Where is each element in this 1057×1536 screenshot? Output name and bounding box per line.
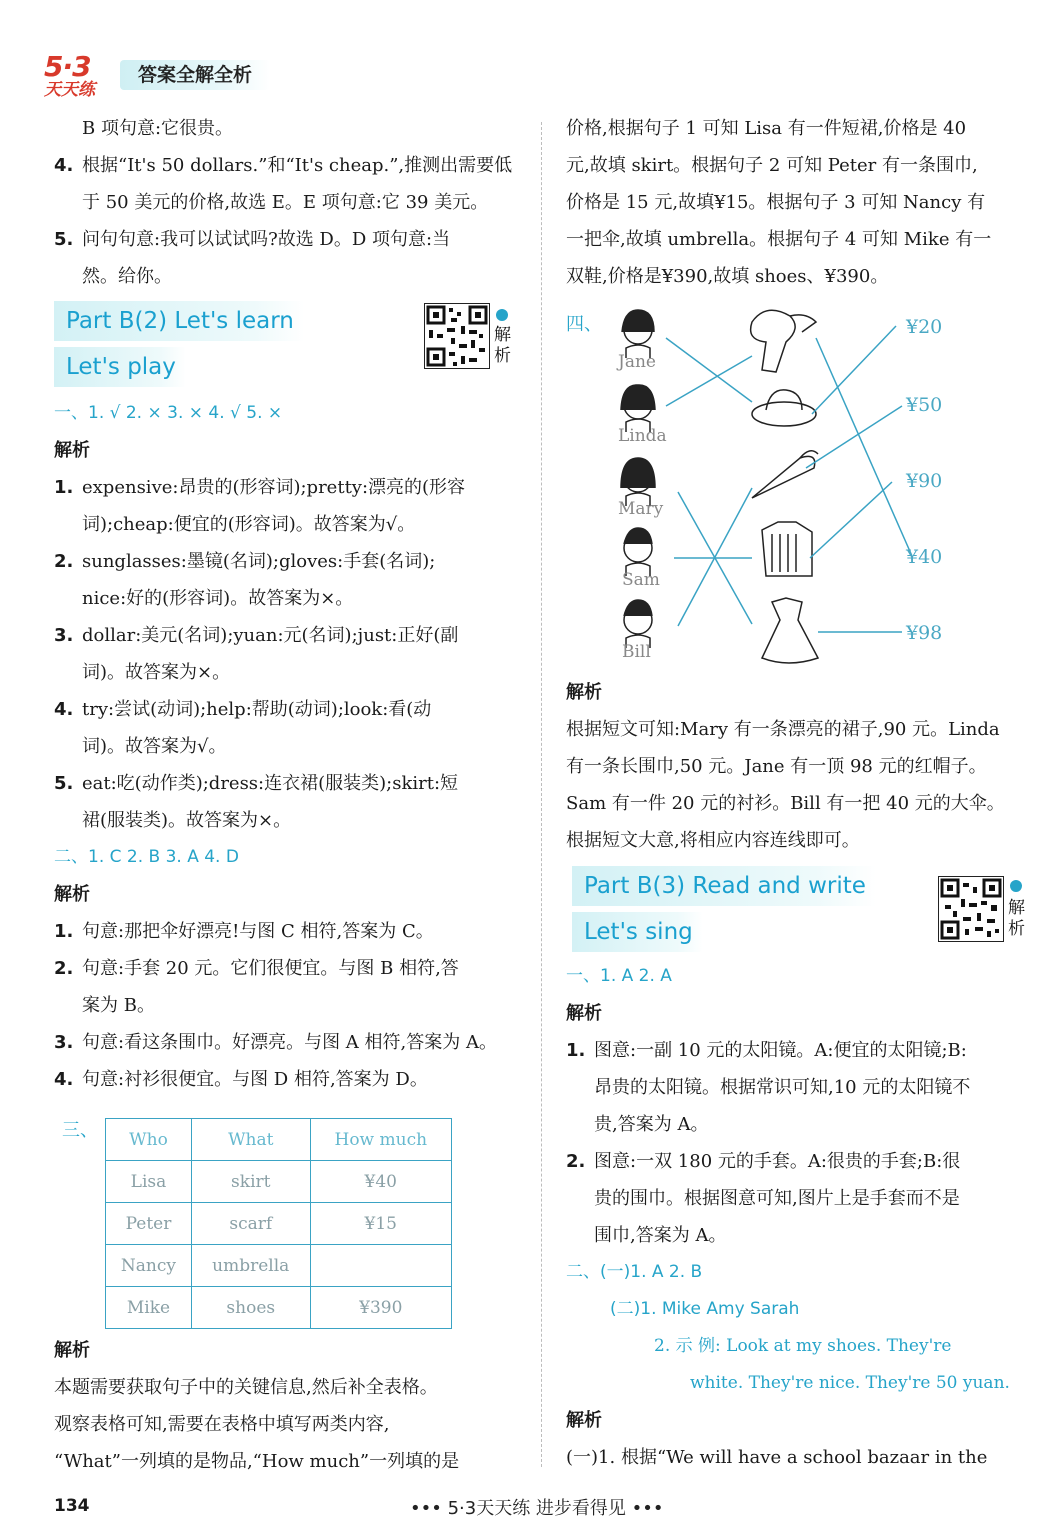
jiexi-heading: 解析 — [54, 884, 90, 905]
item-number: 1. — [54, 921, 74, 942]
kid-sam-icon — [624, 528, 652, 576]
left-column — [54, 110, 520, 1098]
kid-bill-icon — [624, 600, 652, 648]
table-row — [106, 1287, 452, 1329]
logo-main-text: 5·3 — [44, 50, 91, 83]
jiexi-heading: 解析 — [54, 440, 90, 461]
item-text: dollar:美元(名词);yuan:元(名词);just:正好(副 — [82, 625, 459, 646]
left-top-lines — [54, 110, 520, 295]
page-number: 134 — [54, 1496, 90, 1516]
item-number: 2. — [54, 551, 74, 572]
item-number: 2. — [54, 958, 74, 979]
kid-linda-icon — [621, 385, 655, 432]
table-cell: What — [191, 1119, 310, 1161]
r-section2-sub: (二)1. Mike Amy Sarah — [610, 1299, 800, 1319]
price-label: ¥98 — [906, 622, 943, 644]
text-line — [54, 1061, 520, 1098]
hat-icon — [752, 390, 816, 426]
answer-table — [105, 1118, 452, 1329]
text-line — [566, 1143, 1036, 1180]
scarf-icon — [751, 310, 816, 372]
text-line: “What”一列填的是物品,“How much”一列填的是 — [54, 1451, 460, 1472]
table-cell: scarf — [191, 1203, 310, 1245]
column-divider — [541, 122, 542, 1467]
shirt-icon — [762, 522, 812, 576]
r-section2-example-2: white. They're nice. They're 50 yuan. — [690, 1373, 1010, 1393]
item-text: try:尝试(动词);help:帮助(动词);look:看(动 — [82, 699, 432, 720]
table-cell: Mike — [106, 1287, 192, 1329]
table-cell: shoes — [191, 1287, 310, 1329]
text-line — [54, 258, 520, 295]
item-text: nice:好的(形容词)。故答案为×。 — [82, 588, 354, 609]
price-label: ¥90 — [906, 470, 943, 492]
jiexi-heading: 解析 — [566, 1003, 602, 1024]
r-section1-explanations — [566, 1032, 1036, 1254]
item-text: 问句句意:我可以试试吗?故选 D。D 项句意:当 — [82, 229, 451, 250]
jiexi-heading: 解析 — [54, 1340, 90, 1361]
item-text: 图意:一副 10 元的太阳镜。A:便宜的太阳镜;B: — [594, 1040, 967, 1061]
item-text: 围巾,答案为 A。 — [594, 1225, 727, 1246]
table-cell: Nancy — [106, 1245, 192, 1287]
kid-name-label: Jane — [618, 352, 656, 372]
item-text: expensive:昂贵的(形容词);pretty:漂亮的(形容 — [82, 477, 466, 498]
item-text: 句意:看这条围巾。好漂亮。与图 A 相符,答案为 A。 — [82, 1032, 497, 1053]
price-label: ¥50 — [906, 394, 943, 416]
item-number: 1. — [566, 1040, 586, 1061]
table-row — [106, 1161, 452, 1203]
part-b3-subtitle: Let's sing — [572, 912, 703, 952]
r-last-line: (一)1. 根据“We will have a school bazaar in the — [566, 1447, 988, 1468]
jiexi-heading: 解析 — [566, 1410, 602, 1431]
text-line — [54, 728, 520, 765]
table-cell: Peter — [106, 1203, 192, 1245]
text-line — [54, 654, 520, 691]
section4-label: 四、 — [566, 314, 602, 335]
text-line — [566, 1106, 1036, 1143]
text-line — [54, 469, 520, 506]
text-line: 元,故填 skirt。根据句子 2 可知 Peter 有一条围巾, — [566, 155, 978, 176]
qr-label: 解析 — [494, 325, 511, 366]
item-text: 贵,答案为 A。 — [594, 1114, 709, 1135]
item-text: 昂贵的太阳镜。根据常识可知,10 元的太阳镜不 — [594, 1077, 971, 1098]
table-header-row — [106, 1119, 452, 1161]
part-b3-content — [566, 958, 1036, 1476]
item-number: 4. — [54, 699, 74, 720]
text-line — [54, 184, 520, 221]
text-line: 根据短文大意,将相应内容连线即可。 — [566, 830, 860, 851]
text-line — [566, 1217, 1036, 1254]
text-line — [566, 1180, 1036, 1217]
item-text: 贵的围巾。根据图意可知,图片上是手套而不是 — [594, 1188, 960, 1209]
text-line — [54, 221, 520, 258]
text-line — [54, 950, 520, 987]
matching-figure — [566, 302, 1036, 672]
text-line: 双鞋,价格是¥390,故填 shoes、¥390。 — [566, 266, 889, 287]
jiexi-heading: 解析 — [566, 682, 602, 703]
item-text: 图意:一双 180 元的手套。A:很贵的手套;B:很 — [594, 1151, 961, 1172]
item-text: 句意:手套 20 元。它们很便宜。与图 B 相符,答 — [82, 958, 459, 979]
section3-label: 三、 — [62, 1120, 98, 1141]
text-line — [54, 1024, 520, 1061]
text-line: 价格,根据句子 1 可知 Lisa 有一件短裙,价格是 40 — [566, 118, 967, 139]
section4-explanations — [566, 711, 1036, 859]
r-section2-example-1: 2. 示 例: Look at my shoes. They're — [654, 1336, 952, 1356]
item-text: 根据“It's 50 dollars.”和“It's cheap.”,推测出需要低 — [82, 155, 513, 176]
item-text: 词)。故答案为√。 — [82, 736, 227, 757]
item-number: 4. — [54, 155, 74, 176]
item-text: 词);cheap:便宜的(形容词)。故答案为√。 — [82, 514, 416, 535]
item-number: 4. — [54, 1069, 74, 1090]
part-b2-heading — [54, 301, 520, 393]
qr-code-icon[interactable] — [424, 303, 490, 369]
part-b2-title: Part B(2) Let's learn — [54, 301, 304, 341]
item-text: 于 50 美元的价格,故选 E。E 项句意:它 39 美元。 — [82, 192, 489, 213]
table-row — [106, 1203, 452, 1245]
right-column — [566, 110, 1034, 295]
section2-answers: 二、1. C 2. B 3. A 4. D — [54, 847, 239, 867]
text-line — [54, 580, 520, 617]
table-row — [106, 1245, 452, 1287]
table-cell: skirt — [191, 1161, 310, 1203]
text-line — [54, 506, 520, 543]
text-line — [54, 617, 520, 654]
text-line — [54, 110, 520, 147]
section3-jiexi — [54, 1332, 520, 1480]
qr-code-icon[interactable] — [938, 876, 1004, 942]
text-line — [54, 765, 520, 802]
text-line — [54, 913, 520, 950]
table-cell: umbrella — [191, 1245, 310, 1287]
text-line — [54, 691, 520, 728]
section3-explanations — [54, 1369, 520, 1480]
item-text: 句意:衬衫很便宜。与图 D 相符,答案为 D。 — [82, 1069, 428, 1090]
text-line: 一把伞,故填 umbrella。根据句子 4 可知 Mike 有一 — [566, 229, 992, 250]
item-number: 1. — [54, 477, 74, 498]
text-line — [54, 147, 520, 184]
item-text: eat:吃(动作类);dress:连衣裙(服装类);skirt:短 — [82, 773, 459, 794]
r-section1-answers: 一、1. A 2. A — [566, 966, 672, 986]
item-text: 裙(服装类)。故答案为×。 — [82, 810, 292, 831]
text-line: 有一条长围巾,50 元。Jane 有一顶 98 元的红帽子。 — [566, 756, 987, 777]
play-icon[interactable] — [1010, 880, 1022, 892]
kid-jane-icon — [622, 310, 654, 358]
text-line: 价格是 15 元,故填¥15。根据句子 3 可知 Nancy 有 — [566, 192, 986, 213]
qr-label: 解析 — [1008, 898, 1025, 939]
table-cell: Lisa — [106, 1161, 192, 1203]
logo-sub-text: 天天练 — [44, 80, 95, 100]
section1-answers: 一、1. √ 2. × 3. × 4. √ 5. × — [54, 403, 283, 423]
item-text: sunglasses:墨镜(名词);gloves:手套(名词); — [82, 551, 436, 572]
kid-name-label: Linda — [618, 426, 667, 446]
section2-explanations — [54, 913, 520, 1098]
text-line — [54, 802, 520, 839]
item-text: B 项句意:它很贵。 — [82, 118, 234, 139]
table-cell: ¥15 — [310, 1203, 451, 1245]
kid-name-label: Mary — [618, 499, 664, 519]
price-label: ¥40 — [906, 546, 943, 568]
item-text: 然。给你。 — [82, 266, 172, 287]
r-section2-answers: 二、(一)1. A 2. B — [566, 1262, 703, 1282]
text-line — [566, 1032, 1036, 1069]
text-line — [54, 543, 520, 580]
play-icon[interactable] — [496, 309, 508, 321]
part-b3-title: Part B(3) Read and write — [572, 866, 876, 906]
text-line: 观察表格可知,需要在表格中填写两类内容, — [54, 1414, 390, 1435]
table-cell: Who — [106, 1119, 192, 1161]
text-line: 本题需要获取句子中的关键信息,然后补全表格。 — [54, 1377, 438, 1398]
section1-explanations — [54, 469, 520, 839]
table-cell: How much — [310, 1119, 451, 1161]
kid-name-label: Bill — [622, 642, 651, 662]
table-cell — [310, 1245, 451, 1287]
part-b2-subtitle: Let's play — [54, 347, 186, 387]
item-number: 3. — [54, 1032, 74, 1053]
item-number: 3. — [54, 625, 74, 646]
price-label: ¥20 — [906, 316, 943, 338]
dress-icon — [762, 598, 818, 663]
right-top-lines — [566, 110, 1034, 295]
table-cell: ¥40 — [310, 1161, 451, 1203]
text-line: Sam 有一件 20 元的衬衫。Bill 有一把 40 元的大伞。 — [566, 793, 1005, 814]
umbrella-icon — [752, 451, 818, 498]
text-line — [54, 987, 520, 1024]
item-number: 2. — [566, 1151, 586, 1172]
section4-jiexi — [566, 674, 1036, 859]
text-line: 根据短文可知:Mary 有一条漂亮的裙子,90 元。Linda — [566, 719, 1000, 740]
table-cell: ¥390 — [310, 1287, 451, 1329]
header-title: 答案全解全析 — [120, 60, 270, 90]
part-b3-heading — [566, 866, 1036, 958]
kid-name-label: Sam — [622, 570, 660, 590]
item-number: 5. — [54, 229, 74, 250]
footer-slogan: ••• 5·3天天练 进步看得见 ••• — [410, 1498, 664, 1519]
item-text: 词)。故答案为×。 — [82, 662, 231, 683]
text-line — [566, 1069, 1036, 1106]
item-number: 5. — [54, 773, 74, 794]
item-text: 案为 B。 — [82, 995, 155, 1016]
item-text: 句意:那把伞好漂亮!与图 C 相符,答案为 C。 — [82, 921, 434, 942]
